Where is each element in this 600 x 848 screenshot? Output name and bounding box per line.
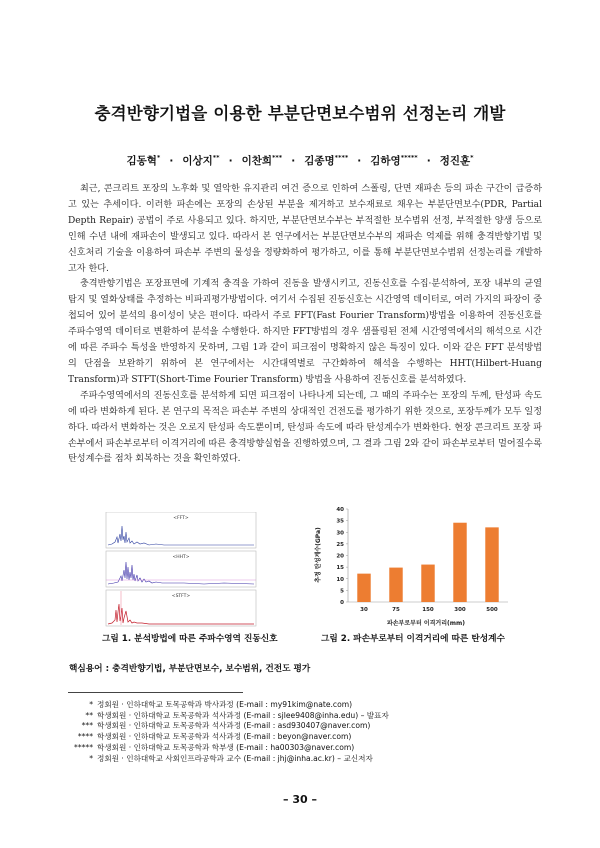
y-tick-label: 20 (336, 553, 344, 560)
figure-2-caption: 그림 2. 파손부로부터 이격거리에 따른 탄성계수 (321, 634, 505, 644)
y-tick-label: 5 (340, 588, 344, 595)
y-tick-label: 15 (336, 565, 344, 572)
paragraph: 최근, 콘크리트 포장의 노후화 및 열악한 유지관리 여건 증으로 인하여 스폴링, 단면 재파손 등의 파손 구간이 급증하고 있는 추세이다. 이러한 파손에는 포장의 손상된 부분을 제거하고 보수재료로 채우는 부분단면보수(PDR, Partial Depth Repair) 공법이 주로 사용되고 있다. 하지만, 부분단면보수부는 부적절한 보수범위 선정, 부적절한 양생 등으로 인해 수년 내에 재파손이 발생되고 있다. 따라서 본 연구에서는 부분단면보수부의 재파손 억제를 위해 충격반향기법 및 신호처리 기술을 이용하여 파손부 주변의 물성을 정량화하여 평가하고, 이를 통해 부분단면보수범위 선정논리를 개발하고자 한다. (68, 184, 542, 274)
footnote: ***** 학생회원 · 인하대학교 토목공학과 학부생 (E-mail : ha00303@naver.com) (74, 742, 355, 752)
footnote: ** 학생회원 · 인하대학교 토목공학과 석사과정 (E-mail : sjlee9408@inha.edu) – 발표자 (85, 710, 389, 720)
x-axis-label: 파손부로부터 이격거리(mm) (386, 620, 466, 627)
author: 김하영***** (370, 153, 418, 167)
y-tick-label: 25 (336, 541, 344, 548)
author: 정진훈* (439, 153, 474, 167)
author-separator: · (228, 155, 233, 167)
footnote-divider (68, 692, 243, 693)
footnote: * 정회원 · 인하대학교 사회인프라공학과 교수 (E-mail : jhj@inha.ac.kr) – 교신저자 (89, 753, 373, 763)
x-tick-label: 30 (360, 607, 368, 613)
x-tick-label: 150 (422, 607, 434, 613)
bar-75 (389, 568, 402, 602)
stft-panel-title: <STFT> (171, 594, 191, 599)
figure-2-bar-chart (308, 505, 518, 630)
author-list (0, 153, 600, 168)
page-number: – 30 – (283, 793, 317, 806)
footnote: * 정회원 · 인하대학교 토목공학과 박사과정 (E-mail : my91kim@nate.com) (89, 700, 353, 709)
y-tick-label: 40 (336, 507, 344, 513)
author-separator: · (426, 155, 431, 167)
author-separator: · (291, 155, 296, 167)
footnotes (68, 700, 508, 764)
bar-30 (357, 574, 370, 602)
author: 김종명**** (304, 153, 349, 167)
bar-150 (421, 565, 434, 602)
y-tick-label: 10 (336, 576, 344, 583)
bar-500 (485, 527, 498, 602)
signal-plots-image (104, 512, 258, 627)
x-tick-label: 500 (486, 607, 498, 613)
paragraph: 충격반향기법은 포장표면에 기계적 충격을 가하여 진동을 발생시키고, 진동신호를 수집·분석하여, 포장 내부의 균열탐지 및 열화상태를 추정하는 비파괴평가방법이다. 여기서 수집된 진동신호는 시간영역 데이터로, 여러 가지의 파장이 중첩되어 있어 분석의 용이성이 낮은 편이다. 따라서 주로 FFT(Fast Fourier Transform)방법을 이용하여 진동신호를 주파수영역 데이터로 변환하여 분석을 수행한다. 하지만 FFT방법의 경우 샘플링된 전체 시간영역에서의 해석으로 시간에 따른 주파수 특성을 반영하지 못하며, 그림 1과 같이 피크점이 명확하지 않은 특징이 있다. 이와 같은 FFT 분석방법의 단점을 보완하기 위하여 본 연구에서는 시간대역별로 구간화하여 해석을 수행하는 HHT(Hilbert-Huang Transform)과 STFT(Short-Time Fourier Transform) 방법을 사용하여 진동신호를 분석하였다. (68, 279, 542, 385)
y-axis-label: 추정 탄성계수(GPa) (315, 527, 322, 583)
elastic-modulus-bar-chart (308, 505, 518, 630)
figure-1-caption: 그림 1. 분석방법에 따른 주파수영역 진동신호 (102, 634, 278, 644)
author: 이상지** (182, 153, 220, 167)
footnote: **** 학생회원 · 인하대학교 토목공학과 석사과정 (E-mail : beyon@naver.com) (77, 732, 352, 742)
author: 이찬희*** (241, 153, 283, 167)
keywords: 핵심용어 : 충격반향기법, 부분단면보수, 보수범위, 건전도 평가 (69, 664, 311, 674)
paragraph: 주파수영역에서의 진동신호를 분석하게 되면 피크점이 나타나게 되는데, 그 때의 주파수는 포장의 두께, 탄성파 속도에 따라 변화하게 된다. 본 연구의 목적은 파손부 주변의 상대적인 건전도를 평가하기 위한 것으로, 포장두께가 모두 일정하다. 따라서 변화하는 것은 오로지 탄성파 속도뿐이며, 탄성파 속도에 따라 탄성계수가 변화한다. 현장 콘크리트 포장 파손부에서 파손부로부터 이격거리에 따른 충격방향실험을 진행하였으며, 그 결과 그림 2와 같이 파손부로부터 멀어질수록 탄성계수를 점차 회복하는 것을 확인하였다. (68, 390, 542, 465)
author: 김동혁* (126, 153, 161, 167)
author-separator: · (357, 155, 362, 167)
paper-title: 충격반향기법을 이용한 부분단면보수범위 선정논리 개발 (94, 104, 506, 123)
x-tick-label: 300 (454, 607, 466, 613)
y-tick-label: 30 (336, 530, 344, 537)
bar-300 (453, 523, 466, 602)
figure-area (70, 505, 530, 650)
footnote: *** 학생회원 · 인하대학교 토목공학과 석사과정 (E-mail : asd930407@naver.com) (81, 721, 371, 731)
y-tick-label: 0 (340, 600, 344, 606)
hht-panel-title: <HHT> (172, 555, 190, 560)
abstract-body (68, 182, 542, 468)
y-tick-label: 35 (336, 518, 344, 525)
figure-1-signal-plots (104, 512, 258, 627)
fft-panel-title: <FFT> (173, 516, 189, 521)
x-tick-label: 75 (392, 607, 400, 613)
author-separator: · (169, 155, 174, 167)
